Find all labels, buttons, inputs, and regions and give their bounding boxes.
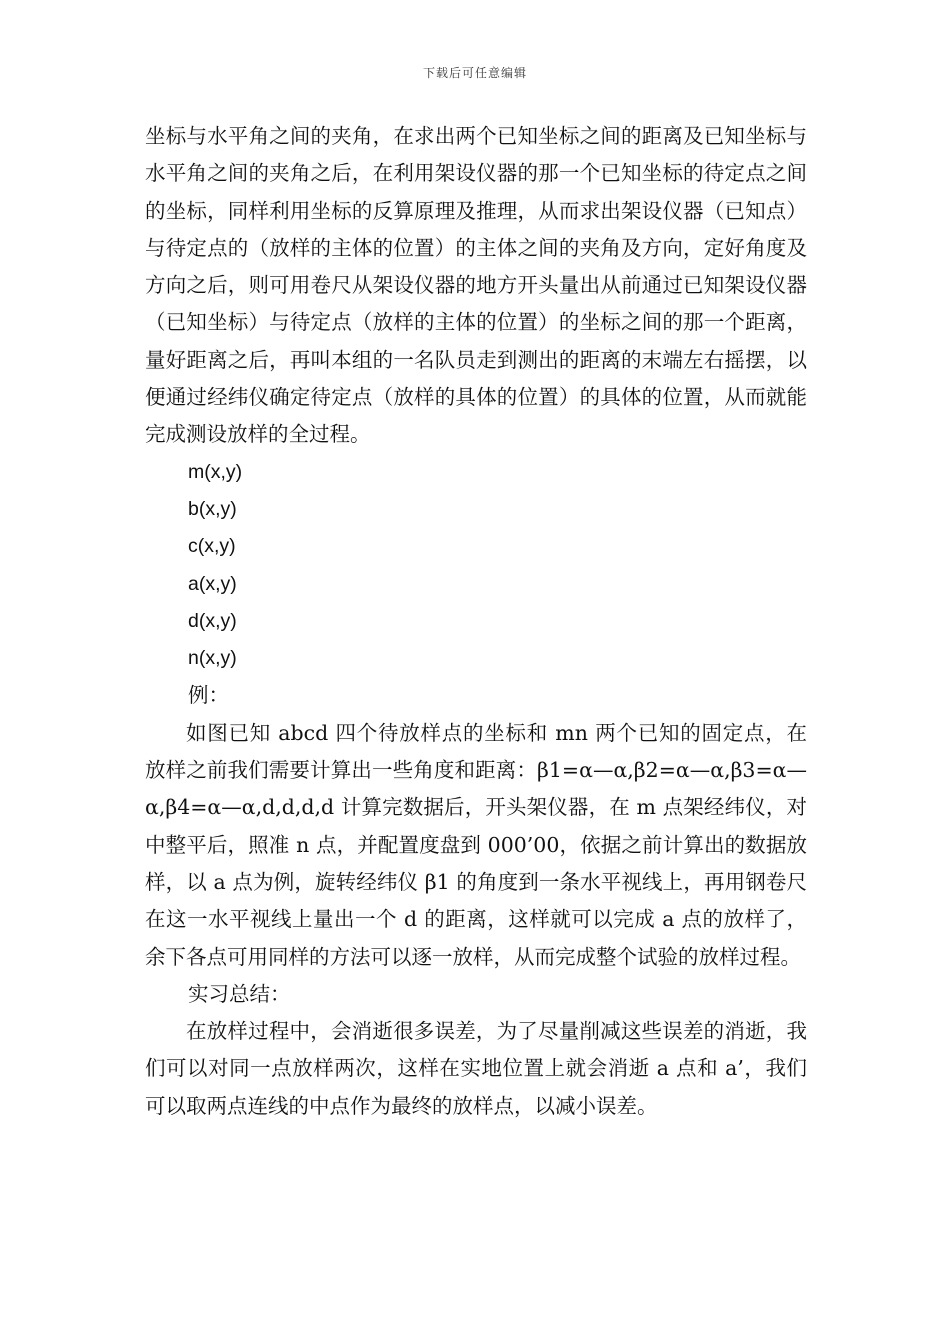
point-item: n(x,y) [188, 647, 237, 670]
point-item: a(x,y) [188, 572, 237, 595]
intro-paragraph: 坐标与水平角之间的夹角，在求出两个已知坐标之间的距离及已知坐标与水平角之间的夹角之后，在利用架设仪器的那一个已知坐标的待定点之间的坐标，同样利用坐标的反算原理及推理，从而求出架设仪器（已知点）与待定点的（放样的主体的位置）的主体之间的夹角及方向，定好角度及方向之后，则可用卷尺从架设仪器的地方开头量出从前通过已知架设仪器（已知坐标）与待定点（放样的主体的位置）的坐标之间的那一个距离，量好距离之后，再叫本组的一名队员走到测出的距离的末端左右摇摆，以便通过经纬仪确定待定点（放样的具体的位置）的具体的位置，从而就能完成测设放样的全过程。 [145, 124, 807, 447]
summary-paragraph: 在放样过程中，会消逝很多误差，为了尽量削减这些误差的消逝，我们可以对同一点放样两次，这样在实地位置上就会消逝 a 点和 a’，我们可以取两点连线的中点作为最终的放样点，以减小误差。 [145, 1019, 807, 1118]
point-item: b(x,y) [188, 497, 237, 520]
document-body [145, 118, 807, 1125]
point-list [145, 454, 807, 678]
page-header: 下载后可任意编辑 [422, 66, 527, 80]
point-item: m(x,y) [188, 460, 243, 483]
summary-label: 实习总结： [188, 981, 291, 1006]
example-paragraph: 如图已知 abcd 四个待放样点的坐标和 mn 两个已知的固定点，在放样之前我们需要计算出一些角度和距离：β1=α—α,β2=α—α,β3=α—α,β4=α—α,d,d,d,d 计算完数据后，开头架仪器，在 m 点架经纬仪，对中整平后，照准 n 点，并配置度盘到 000’00，依据之前计算出的数据放样，以 a 点为例，旋转经纬仪 β1 的角度到一条水平视线上，再用钢卷尺在这一水平视线上量出一个 d 的距离，这样就可以完成 a 点的放样了，余下各点可用同样的方法可以逐一放样，从而完成整个试验的放样过程。 [145, 720, 807, 969]
point-item: d(x,y) [188, 609, 237, 632]
example-label: 例： [188, 683, 229, 708]
point-item: c(x,y) [188, 535, 236, 558]
